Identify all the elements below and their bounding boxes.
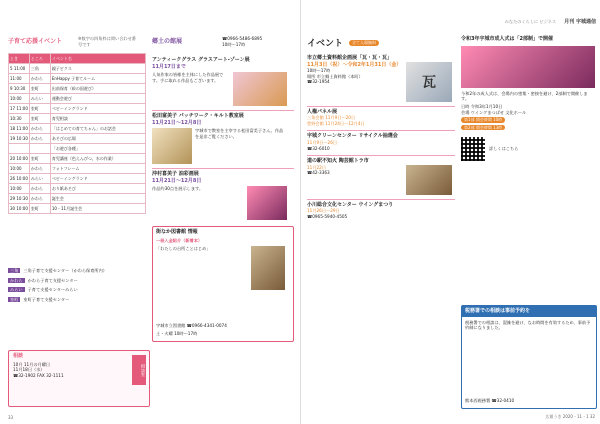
th-place: ところ	[29, 54, 50, 64]
okinomura-date: 11月21日〜12月8日	[152, 177, 202, 184]
library-book: 「わたしの台所ことはじめ」	[156, 246, 211, 252]
facility-item	[8, 278, 148, 284]
kids-table-row	[9, 204, 146, 214]
header-tag: みなたのくらしに ビジネス	[504, 19, 557, 24]
kids-cell-date: 9 10:30	[9, 84, 30, 94]
kids-table-row	[9, 124, 146, 134]
library-info: 宇城市立図書館 ☎0966-4341-0074	[156, 323, 227, 329]
kids-cell-place: かわら	[29, 184, 50, 194]
kids-cell-event: EnHappy 子育てルーム	[50, 74, 145, 84]
facility-item	[8, 287, 148, 293]
kids-table-row	[9, 184, 146, 194]
seijin-text: 今和2年の成人式は、会場内の密集・密接を避け、2部制で開催します。	[461, 90, 588, 102]
seijin-place: 会場 ウイングまつばせ 文化ホール	[461, 109, 527, 115]
antique-text: 人気作家の皆様を主体にした作品展です。手に取れる作品もございます。	[152, 72, 224, 83]
library-hours: 土・火曜 10時〜17時	[156, 331, 198, 337]
kids-cell-event: 「はじめての育てちゃん」のお話会	[50, 124, 145, 134]
kids-cell-date: 10:00	[9, 164, 30, 174]
consult-box	[8, 350, 150, 407]
kids-table-row	[9, 174, 146, 184]
kids-table-row	[9, 94, 146, 104]
kids-cell-event: 運動会遊び	[50, 94, 145, 104]
kids-cell-place: 室町	[29, 114, 50, 124]
kids-cell-place: 三角	[29, 64, 50, 74]
ogawa-date: 11月26日〜29日	[307, 208, 340, 214]
kids-cell-date: 11:00	[9, 74, 30, 84]
kids-cell-place: 室町	[29, 84, 50, 94]
jinken-title: 人権パネル展	[307, 108, 338, 115]
kids-table-row	[9, 144, 146, 154]
right-page	[300, 0, 600, 424]
okinomura-text: 作品約30点を展示します。	[152, 186, 204, 191]
exhibition-place: 場所 市立郷土資料館（本町）	[307, 73, 363, 79]
kids-cell-place: かわら	[29, 134, 50, 144]
kids-table-body	[9, 64, 146, 214]
header-title: 月刊 宇城通信	[564, 19, 596, 25]
kids-table-row	[9, 134, 146, 144]
kids-cell-date	[9, 144, 30, 154]
facility-name: みらい	[10, 287, 23, 293]
kids-cell-place: 室町	[29, 104, 50, 114]
right-header	[431, 8, 596, 27]
facility-text: 室町子育て支援センター	[23, 297, 70, 303]
kids-table	[8, 53, 146, 214]
page-number-right: 32	[589, 414, 595, 419]
quilt-photo	[152, 128, 192, 164]
recycle-tel: ☎32-6010	[307, 145, 330, 151]
kids-cell-date: 26 10:00	[9, 174, 30, 184]
kids-cell-date: 10:00	[9, 184, 30, 194]
consult-item-2: 11月18日（水）	[13, 367, 45, 373]
kids-cell-event: おり紙あそび	[50, 184, 145, 194]
book-cover	[251, 246, 285, 290]
kids-cell-event: フォトフレーム	[50, 164, 145, 174]
part1-badge: 第1部 開会時間 10時	[461, 117, 505, 122]
exhibition-hours: 10時〜17時	[307, 68, 331, 73]
kids-cell-date: 10:30	[9, 114, 30, 124]
kids-cell-date: 10:00	[9, 94, 30, 104]
events-title: イベント	[307, 39, 344, 49]
museum-title: 郷土の館展	[152, 38, 183, 45]
kids-cell-event: 育児相談	[50, 114, 145, 124]
michinoeki-tel: ☎42-3363	[307, 170, 330, 176]
kids-table-row	[9, 64, 146, 74]
kids-table-row	[9, 164, 146, 174]
ogawa-title: 小川総合文化センター ウイングまつり	[307, 201, 394, 208]
tax-text: 税務署での相談は、混雑を避け、なお時間を有効するため、事前予約制になりました。	[465, 319, 591, 331]
kids-cell-event: ベビーイングランド	[50, 174, 145, 184]
kids-cell-place: 室町	[29, 204, 50, 214]
consult-item-1: 10月 11月の月曜日	[13, 361, 51, 367]
kids-cell-event: ベビーイングランド	[50, 104, 145, 114]
kids-cell-date: 18 11:00	[9, 124, 30, 134]
kids-title: 子育て応援イベント	[8, 38, 63, 45]
facility-name: かわら	[10, 277, 23, 283]
kids-cell-event: 育児講座（色えんぴつ、水の作業）	[50, 154, 145, 164]
facility-text: 子育て支援センターみらい	[27, 287, 78, 293]
facility-item	[8, 268, 148, 274]
kids-events-section	[8, 36, 148, 214]
kids-cell-place: かわら	[29, 74, 50, 84]
kids-cell-event: 親子ビクス	[50, 64, 145, 74]
qr-label: 詳しくはこちら	[489, 145, 519, 151]
facility-text: 三角子育て支援センター（かわら保育所内）	[23, 268, 107, 273]
kids-cell-place: みらい	[29, 94, 50, 104]
kids-cell-event: 出前保育（絵の国遊び）	[50, 84, 145, 94]
kids-table-row	[9, 114, 146, 124]
tax-title: 税務署での相談は事前予約を	[462, 306, 596, 317]
consult-badge: 相談室	[132, 355, 146, 385]
okinomura-title: 沖村喜美子 油彩画展	[152, 171, 199, 177]
exhibition-title: 市立郷土資料館企画展「瓦・瓦・瓦」	[307, 55, 393, 61]
pottery-photo	[406, 165, 452, 195]
seijin-title: 令和3年宇城市成人式は「2部制」で開催	[461, 36, 553, 42]
kids-cell-event: 誕生会	[50, 194, 145, 204]
library-box	[152, 226, 294, 342]
kids-cell-date: 29 10:30	[9, 194, 30, 204]
jinken-a: 三角会館 11月9日〜20日	[307, 115, 356, 120]
michinoeki-date: 11月22日	[307, 164, 327, 170]
issue-info	[546, 414, 595, 420]
th-event: イベント名	[50, 54, 145, 64]
facility-name: 室町	[10, 297, 19, 303]
kawara-image: 瓦	[406, 62, 452, 102]
kids-cell-event: 「お遊び各種」	[50, 144, 145, 154]
events-badge: 全て入場無料	[349, 40, 379, 46]
part2-badge: 第2部 開会時間 13時	[461, 125, 505, 130]
matsuda-title: 松田富美子 パッチワーク・キルト教室展	[152, 113, 244, 119]
museum-section	[152, 36, 294, 342]
th-date: とき	[9, 54, 30, 64]
library-sub: 一冊入金紹介（新着本）	[156, 237, 203, 243]
exhibition-tel: ☎32-1954	[307, 79, 330, 85]
seijin-photo	[461, 46, 595, 88]
qr-code[interactable]	[461, 137, 485, 161]
kids-cell-date: 19 10:30	[9, 134, 30, 144]
facility-name: 三角	[10, 268, 19, 273]
kids-table-row	[9, 194, 146, 204]
museum-hours: 10時〜17時	[222, 42, 246, 47]
kids-cell-date: 20 10:00	[9, 154, 30, 164]
recycle-title: 宇城クリーンセンター リサイクル抽選会	[307, 133, 398, 140]
recycle-date: 11月9日〜26日	[307, 139, 338, 145]
tax-consult-box	[461, 305, 597, 409]
jinken-b: 豊野会館 11月24日〜12月4日	[307, 120, 365, 126]
matsuda-text: 宇城市で教室を主宰する松田富美子さん。作品を是非ご覧ください。	[195, 128, 284, 139]
kids-cell-place: かわら	[29, 124, 50, 134]
kids-cell-date: 30 10:00	[9, 204, 30, 214]
kids-table-row	[9, 154, 146, 164]
kids-table-row	[9, 84, 146, 94]
seijin-section	[461, 36, 595, 161]
kids-cell-event: あそびの広場	[50, 134, 145, 144]
facilities	[8, 268, 148, 303]
museum-tel: ☎0966-5486-6895	[222, 36, 263, 41]
issue-label: 広報うき 2020・11・1	[545, 414, 589, 419]
kids-cell-date: 5 11:00	[9, 64, 30, 74]
kids-cell-place: かわら	[29, 194, 50, 204]
kids-cell-place: 室町	[29, 154, 50, 164]
tax-office: 熊本西税務署 ☎32-0410	[465, 398, 515, 404]
ogawa-tel: ☎0965-5940-4505	[307, 213, 348, 219]
facility-item	[8, 297, 148, 303]
kids-note: ※数字の四角枠は問い合わせ番号です	[78, 36, 136, 47]
facility-list	[8, 268, 148, 307]
kids-cell-place: かわら	[29, 164, 50, 174]
consult-tel: ☎32-1902 FAX 32-1111	[13, 372, 64, 378]
events-section	[307, 36, 455, 220]
kids-cell-date: 17 11:00	[9, 104, 30, 114]
library-title: 街なか図書館 情報	[156, 229, 198, 235]
antique-date: 11月17日まで	[152, 63, 186, 70]
consult-title: 相談	[13, 353, 24, 359]
seijin-date: 日時 令和3年1月10日	[461, 103, 503, 109]
kids-cell-place	[29, 144, 50, 154]
matsuda-date: 11月21日〜12月8日	[152, 119, 202, 126]
oil-painting-photo	[247, 186, 287, 220]
facility-text: かわら子育て支援センター	[27, 277, 78, 283]
antique-photo	[233, 72, 287, 106]
kids-table-row	[9, 104, 146, 114]
kids-cell-place: みらい	[29, 174, 50, 184]
kids-table-row	[9, 74, 146, 84]
michinoeki-title: 道の駅不知火 陶芸館トラ市	[307, 158, 369, 165]
page-number-left: 33	[8, 415, 14, 420]
kids-cell-event: 10・11月誕生会	[50, 204, 145, 214]
exhibition-dates: 11月3日（祝）〜令和2年1月31日（金）	[307, 61, 402, 68]
antique-title: アンティークグラス グラスアート-ゾーン展	[152, 57, 250, 63]
